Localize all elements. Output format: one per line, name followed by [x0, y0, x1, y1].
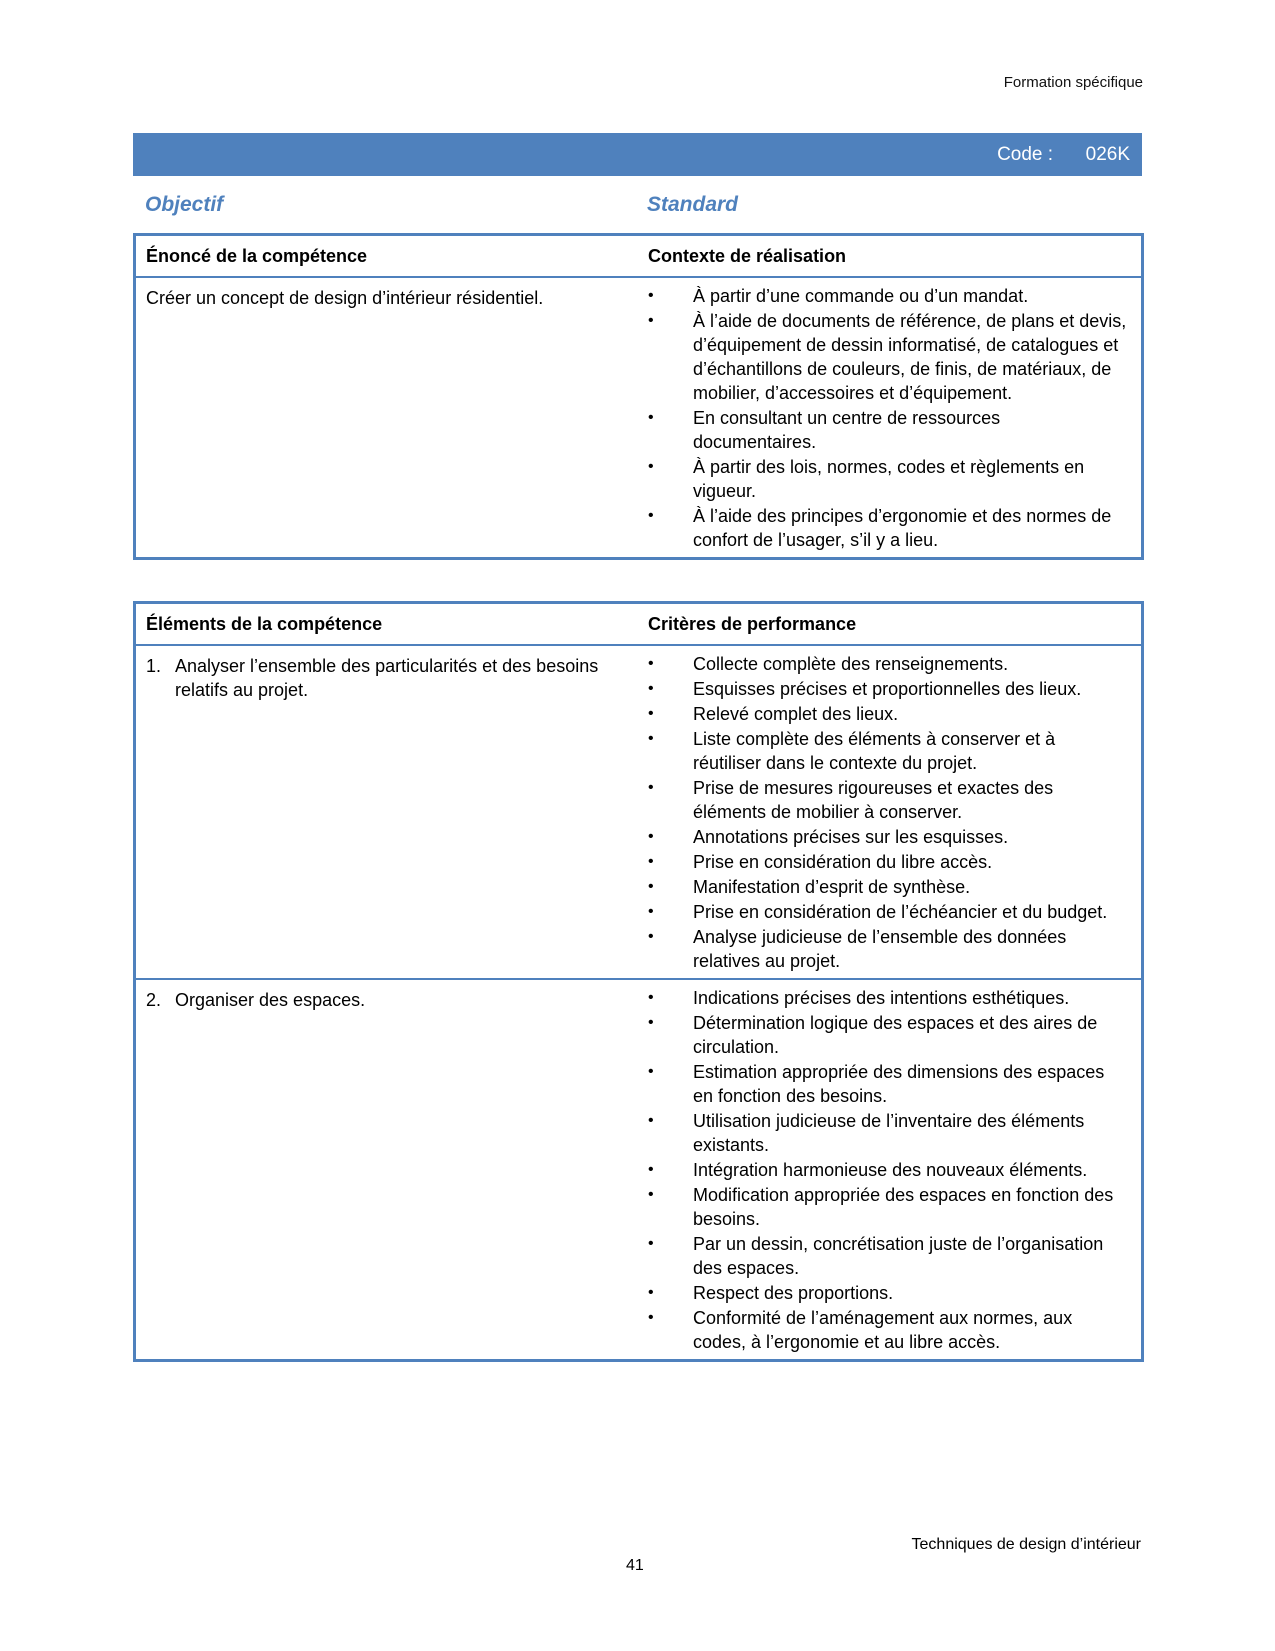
list-item-text: Prise en considération de l’échéancier et du budget. [693, 902, 1108, 922]
bullet-icon: • [648, 853, 654, 870]
numbered-element [146, 988, 606, 1012]
list-item-text: Manifestation d’esprit de synthèse. [693, 877, 971, 897]
list-item [648, 1060, 1128, 1108]
list-item-text: Relevé complet des lieux. [693, 704, 899, 724]
element-row [136, 646, 1141, 978]
bullet-icon: • [648, 1161, 654, 1178]
list-item [648, 677, 1128, 701]
running-header: Formation spécifique [1003, 74, 1143, 91]
bullet-icon: • [648, 287, 654, 304]
list-item-text: Analyse judicieuse de l’ensemble des données relatives au projet. [693, 927, 1067, 971]
list-item [648, 652, 1128, 676]
element-text: Analyser l’ensemble des particularités et des besoins relatifs au projet. [175, 656, 599, 700]
list-item [648, 406, 1128, 454]
list-item [648, 455, 1128, 503]
element-row [136, 978, 1141, 1359]
list-item-text: À l’aide des principes d’ergonomie et des normes de confort de l’usager, s’il y a lieu. [693, 506, 1112, 550]
element-number: 2. [146, 990, 162, 1010]
list-item [648, 1232, 1128, 1280]
list-item [648, 727, 1128, 775]
code-value: 026K [1085, 144, 1130, 165]
competence-row [136, 278, 1141, 557]
element-rows [136, 646, 1141, 1359]
code-bar [133, 133, 1142, 176]
statement-header: Énoncé de la compétence [146, 246, 368, 266]
criteria-header: Critères de performance [648, 614, 857, 634]
list-item [648, 986, 1128, 1010]
bullet-icon: • [648, 928, 654, 945]
list-item-text: À l’aide de documents de référence, de plans et devis, d’équipement de dessin informatisé, de catalogues et d’échantillons de couleurs, de finis, de matériaux, de mobilier, d’accessoires et d’équipement. [693, 311, 1127, 403]
competence-table-header [136, 236, 1141, 278]
bullet-icon: • [648, 989, 654, 1006]
list-item-text: Annotations précises sur les esquisses. [693, 827, 1009, 847]
bullet-icon: • [648, 1284, 654, 1301]
competence-code [997, 144, 1130, 166]
list-item [648, 850, 1128, 874]
list-item-text: À partir d’une commande ou d’un mandat. [693, 286, 1029, 306]
page-number: 41 [626, 1557, 644, 1574]
bullet-icon: • [648, 903, 654, 920]
list-item-text: À partir des lois, normes, codes et règlements en vigueur. [693, 457, 1085, 501]
criteria-list [648, 646, 1128, 978]
numbered-element [146, 654, 606, 702]
list-item-text: Intégration harmonieuse des nouveaux éléments. [693, 1160, 1088, 1180]
bullet-icon: • [648, 705, 654, 722]
bullet-icon: • [648, 312, 654, 329]
list-item-text: Esquisses précises et proportionnelles des lieux. [693, 679, 1082, 699]
list-item-text: Respect des proportions. [693, 1283, 894, 1303]
list-item-text: Liste complète des éléments à conserver et à réutiliser dans le contexte du projet. [693, 729, 1056, 773]
list-item-text: Conformité de l’aménagement aux normes, aux codes, à l’ergonomie et au libre accès. [693, 1308, 1073, 1352]
elements-table [133, 601, 1144, 1362]
bullet-icon: • [648, 1186, 654, 1203]
context-list [648, 278, 1128, 557]
elements-table-header [136, 604, 1141, 646]
bullet-icon: • [648, 507, 654, 524]
element-number: 1. [146, 656, 162, 676]
bullet-icon: • [648, 878, 654, 895]
list-item-text: Prise de mesures rigoureuses et exactes des éléments de mobilier à conserver. [693, 778, 1054, 822]
bullet-icon: • [648, 1112, 654, 1129]
bullet-icon: • [648, 828, 654, 845]
context-header: Contexte de réalisation [648, 246, 847, 266]
list-item-text: Par un dessin, concrétisation juste de l’organisation des espaces. [693, 1234, 1104, 1278]
list-item-text: Estimation appropriée des dimensions des espaces en fonction des besoins. [693, 1062, 1105, 1106]
bullet-icon: • [648, 655, 654, 672]
list-item [648, 504, 1128, 552]
list-item [648, 875, 1128, 899]
list-item [648, 825, 1128, 849]
list-item-text: En consultant un centre de ressources documentaires. [693, 408, 1001, 452]
competence-statement: Créer un concept de design d’intérieur résidentiel. [146, 288, 544, 308]
bullet-icon: • [648, 680, 654, 697]
bullet-icon: • [648, 1014, 654, 1031]
list-item [648, 1281, 1128, 1305]
list-item [648, 309, 1128, 405]
list-item [648, 1183, 1128, 1231]
list-item [648, 1306, 1128, 1354]
criteria-list [648, 980, 1128, 1359]
list-item [648, 776, 1128, 824]
bullet-icon: • [648, 409, 654, 426]
bullet-icon: • [648, 1309, 654, 1326]
list-item [648, 1158, 1128, 1182]
list-item [648, 900, 1128, 924]
bullet-icon: • [648, 730, 654, 747]
list-item [648, 284, 1128, 308]
element-statement [146, 654, 606, 702]
list-item-text: Utilisation judicieuse de l’inventaire des éléments existants. [693, 1111, 1085, 1155]
list-item-text: Indications précises des intentions esthétiques. [693, 988, 1070, 1008]
competence-table [133, 233, 1144, 560]
bullet-icon: • [648, 458, 654, 475]
objective-heading: Objectif [145, 193, 224, 216]
elements-header: Éléments de la compétence [146, 614, 383, 634]
element-statement [146, 988, 606, 1012]
section-headings [145, 193, 1135, 221]
footer-program-title: Techniques de design d’intérieur [911, 1536, 1141, 1553]
standard-heading: Standard [647, 193, 739, 216]
list-item [648, 925, 1128, 973]
list-item [648, 1109, 1128, 1157]
element-text: Organiser des espaces. [175, 990, 366, 1010]
list-item-text: Prise en considération du libre accès. [693, 852, 993, 872]
list-item [648, 1011, 1128, 1059]
bullet-icon: • [648, 1235, 654, 1252]
list-item-text: Détermination logique des espaces et des aires de circulation. [693, 1013, 1098, 1057]
list-item-text: Modification appropriée des espaces en fonction des besoins. [693, 1185, 1114, 1229]
list-item-text: Collecte complète des renseignements. [693, 654, 1009, 674]
list-item [648, 702, 1128, 726]
bullet-icon: • [648, 779, 654, 796]
code-label: Code : [997, 144, 1054, 165]
bullet-icon: • [648, 1063, 654, 1080]
